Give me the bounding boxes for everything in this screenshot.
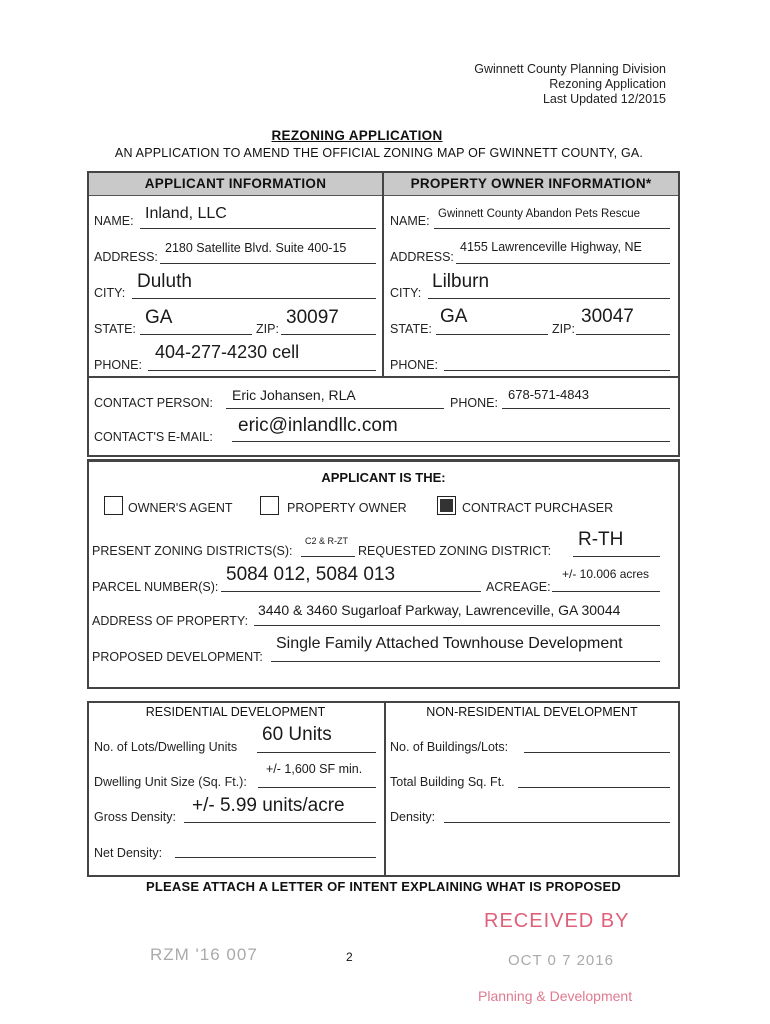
acreage-label: ACREAGE: xyxy=(486,580,551,594)
property-address-value[interactable]: 3440 & 3460 Sugarloaf Parkway, Lawrenceville, GA 30044 xyxy=(258,602,621,618)
planning-development-stamp: Planning & Development xyxy=(478,988,633,1004)
property-owner-label: PROPERTY OWNER xyxy=(287,501,407,515)
applicant-state-label: STATE: xyxy=(94,322,136,336)
requested-zoning-value[interactable]: R-TH xyxy=(578,529,624,550)
nonres-density-line[interactable] xyxy=(444,822,670,823)
page-subtitle: AN APPLICATION TO AMEND THE OFFICIAL ZONING MAP OF GWINNETT COUNTY, GA. xyxy=(114,146,644,160)
owner-phone-line xyxy=(444,370,670,371)
owner-phone-label: PHONE: xyxy=(390,358,438,372)
contact-email-value[interactable]: eric@inlandllc.com xyxy=(238,415,398,436)
nonresidential-heading: NON-RESIDENTIAL DEVELOPMENT xyxy=(426,705,638,719)
applicant-info-heading: APPLICANT INFORMATION xyxy=(89,173,382,196)
owner-zip-line xyxy=(576,334,670,335)
contact-phone-line xyxy=(502,408,670,409)
contact-phone-label: PHONE: xyxy=(450,396,498,410)
proposed-development-value[interactable]: Single Family Attached Townhouse Development xyxy=(276,635,623,652)
gross-density-value[interactable]: +/- 5.99 units/acre xyxy=(192,795,345,816)
dwelling-units-label: No. of Lots/Dwelling Units xyxy=(94,740,238,754)
residential-heading: RESIDENTIAL DEVELOPMENT xyxy=(145,705,326,719)
property-address-line xyxy=(254,625,660,626)
parcel-number-value[interactable]: 5084 012, 5084 013 xyxy=(226,564,396,585)
owner-name-line xyxy=(434,228,670,229)
case-number-stamp: RZM '16 007 xyxy=(150,945,258,964)
net-density-label: Net Density: xyxy=(94,846,163,860)
contract-purchaser-checkbox[interactable] xyxy=(437,496,456,515)
gross-density-line xyxy=(184,822,376,823)
applicant-state-line xyxy=(140,334,252,335)
contact-person-label: CONTACT PERSON: xyxy=(94,396,213,410)
buildings-lots-line[interactable] xyxy=(524,752,670,753)
header-division: Gwinnett County Planning Division xyxy=(474,62,666,76)
received-stamp: RECEIVED BY xyxy=(484,910,630,932)
nonres-density-label: Density: xyxy=(390,810,436,824)
applicant-address-label: ADDRESS: xyxy=(94,250,158,264)
header-updated: Last Updated 12/2015 xyxy=(542,92,666,106)
owner-state-value[interactable]: GA xyxy=(440,306,468,327)
net-density-line xyxy=(175,857,376,858)
applicant-zip-value[interactable]: 30097 xyxy=(286,307,339,328)
dwelling-units-value[interactable]: 60 Units xyxy=(262,724,332,745)
applicant-address-line xyxy=(160,263,376,264)
page-title: REZONING APPLICATION xyxy=(271,128,443,143)
owner-name-value[interactable]: Gwinnett County Abandon Pets Rescue xyxy=(438,208,641,220)
property-address-label: ADDRESS OF PROPERTY: xyxy=(92,614,249,628)
development-divider xyxy=(384,701,386,877)
applicant-city-line xyxy=(132,298,376,299)
applicant-zip-label: ZIP: xyxy=(256,322,279,336)
buildings-lots-label: No. of Buildings/Lots: xyxy=(390,740,509,754)
received-date-stamp: OCT 0 7 2016 xyxy=(508,952,614,969)
attach-letter-note: PLEASE ATTACH A LETTER OF INTENT EXPLAINING WHAT IS PROPOSED xyxy=(146,879,621,894)
document-header xyxy=(474,62,666,107)
applicant-phone-value[interactable]: 404-277-4230 cell xyxy=(155,342,300,362)
owner-state-label: STATE: xyxy=(390,322,432,336)
property-owner-checkbox[interactable] xyxy=(260,496,279,515)
owner-address-line xyxy=(456,263,670,264)
contact-person-value[interactable]: Eric Johansen, RLA xyxy=(232,387,356,403)
owner-zip-label: ZIP: xyxy=(552,322,575,336)
owner-city-label: CITY: xyxy=(390,286,422,300)
proposed-development-line xyxy=(271,661,660,662)
owner-city-value[interactable]: Lilburn xyxy=(432,271,490,292)
owner-name-label: NAME: xyxy=(390,214,430,228)
page-number: 2 xyxy=(346,950,353,964)
acreage-value[interactable]: +/- 10.006 acres xyxy=(562,567,650,581)
applicant-city-value[interactable]: Duluth xyxy=(137,271,192,292)
owner-address-value[interactable]: 4155 Lawrenceville Highway, NE xyxy=(460,240,642,254)
contact-email-line xyxy=(232,441,670,442)
applicant-phone-line xyxy=(148,370,376,371)
owner-info-heading: PROPERTY OWNER INFORMATION* xyxy=(384,173,678,196)
owner-state-line xyxy=(436,334,548,335)
applicant-name-value[interactable]: Inland, LLC xyxy=(145,205,227,222)
building-sqft-line[interactable] xyxy=(518,787,670,788)
present-zoning-value[interactable]: C2 & R-ZT xyxy=(305,536,349,546)
building-sqft-label: Total Building Sq. Ft. xyxy=(390,775,505,789)
applicant-address-value[interactable]: 2180 Satellite Blvd. Suite 400-15 xyxy=(165,241,347,255)
gross-density-label: Gross Density: xyxy=(94,810,176,824)
owners-agent-checkbox[interactable] xyxy=(104,496,123,515)
requested-zoning-label: REQUESTED ZONING DISTRICT: xyxy=(358,544,552,558)
applicant-name-line xyxy=(140,228,376,229)
contact-email-label: CONTACT'S E-MAIL: xyxy=(94,430,213,444)
contact-person-line xyxy=(226,408,444,409)
applicant-state-value[interactable]: GA xyxy=(145,307,173,328)
parcel-number-line xyxy=(221,591,481,592)
owner-city-line xyxy=(428,298,670,299)
present-zoning-line xyxy=(301,556,355,557)
header-form-name: Rezoning Application xyxy=(549,77,666,91)
owners-agent-label: OWNER'S AGENT xyxy=(128,501,233,515)
acreage-line xyxy=(552,591,660,592)
dwelling-size-label: Dwelling Unit Size (Sq. Ft.): xyxy=(94,775,247,789)
applicant-is-heading: APPLICANT IS THE: xyxy=(321,470,446,485)
applicant-phone-label: PHONE: xyxy=(94,358,142,372)
proposed-development-label: PROPOSED DEVELOPMENT: xyxy=(92,650,263,664)
contract-purchaser-label: CONTRACT PURCHASER xyxy=(462,501,614,515)
applicant-city-label: CITY: xyxy=(94,286,126,300)
dwelling-units-line xyxy=(257,752,376,753)
owner-address-label: ADDRESS: xyxy=(390,250,454,264)
dwelling-size-value[interactable]: +/- 1,600 SF min. xyxy=(266,762,363,776)
owner-info-section xyxy=(384,171,680,378)
present-zoning-label: PRESENT ZONING DISTRICTS(S): xyxy=(92,544,293,558)
parcel-number-label: PARCEL NUMBER(S): xyxy=(92,580,219,594)
applicant-name-label: NAME: xyxy=(94,214,134,228)
applicant-zip-line xyxy=(281,334,376,335)
requested-zoning-line xyxy=(573,556,660,557)
contact-phone-value[interactable]: 678-571-4843 xyxy=(508,387,589,402)
dwelling-size-line xyxy=(258,787,376,788)
owner-zip-value[interactable]: 30047 xyxy=(581,306,634,327)
